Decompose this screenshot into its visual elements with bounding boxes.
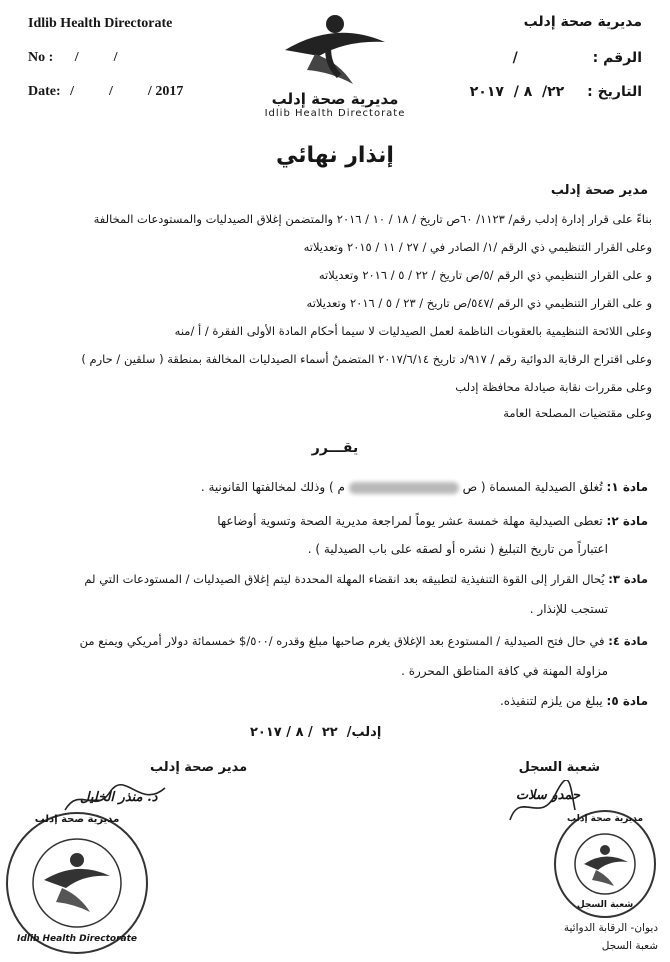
article-4-line-1: في حال فتح الصيدلية / المستودع بعد الإغلاق يغرم صاحبها مبلغ وقدره /٥٠٠/$ خمسمائة دولار أمريكي ويمنع من bbox=[79, 634, 605, 648]
number-line-ar bbox=[513, 50, 642, 66]
footer-line-2: شعبة السجل bbox=[601, 940, 658, 952]
date-value-ar: ٢٢/ ٨ / ٢٠١٧ bbox=[469, 84, 565, 100]
article-4 bbox=[80, 634, 648, 648]
logo-text-ar: مديرية صحة إدلب bbox=[271, 90, 399, 108]
article-1-text-start: تُغلق الصيدلية المسماة ( ص bbox=[462, 480, 603, 494]
date-line-en bbox=[28, 84, 183, 100]
article-4-line-2: مزاولة المهنة في كافة المناطق المحررة . bbox=[401, 664, 608, 678]
article-5-text: يبلغ من يلزم لتنفيذه. bbox=[499, 694, 603, 708]
logo-text-en: Idlib Health Directorate bbox=[264, 108, 406, 119]
number-value-ar: / bbox=[512, 50, 518, 66]
article-3-line-2: تستجب للإنذار . bbox=[529, 602, 608, 616]
addressee: مدير صحة إدلب bbox=[550, 183, 648, 198]
logo-figure-icon bbox=[255, 10, 415, 90]
number-label-ar: الرقم : bbox=[592, 50, 642, 66]
date-label-ar: التاريخ : bbox=[587, 84, 642, 100]
right-stamp-text-bottom: شعبة السجل bbox=[576, 900, 634, 910]
article-3 bbox=[84, 572, 648, 586]
redacted-pharmacy-name bbox=[349, 482, 459, 494]
date-line-ar bbox=[470, 84, 642, 100]
number-label-en: No : bbox=[28, 50, 54, 65]
date-value-en: / / / 2017 bbox=[70, 84, 184, 99]
article-2-line-2: اعتباراً من تاريخ التبليغ ( نشره أو لصقه على باب الصيدلية ) . bbox=[307, 542, 608, 556]
left-stamp-text-en: Idlib Health Directorate bbox=[16, 934, 137, 944]
decides-heading: يقـــرر bbox=[311, 440, 359, 456]
registry-section-title: شعبة السجل bbox=[518, 760, 600, 775]
article-2 bbox=[217, 514, 648, 528]
preamble-line-2: وعلى القرار التنظيمي ذي الرقم /١/ الصادر في / ٢٧ / ١١ / ٢٠١٥ وتعديلاته bbox=[303, 240, 652, 254]
preamble-line-1: بناءً على قرار إدارة إدلب رقم/ ١١٢٣/ ٦٠ص تاريخ / ١٨ / ١٠ / ٢٠١٦ والمتضمن إغلاق الصيدليات والمستودعات المخالفة bbox=[93, 212, 652, 226]
article-3-line-1: يُحال القرار إلى القوة التنفيذية لتطبيقه بعد انقضاء المهلة المحددة ليتم إغلاق الصيدليات / المستودعات التي لم bbox=[84, 572, 605, 586]
director-signature-name: د. منذر الخليل bbox=[80, 790, 158, 805]
preamble-line-8: وعلى مقتضيات المصلحة العامة bbox=[503, 406, 652, 420]
preamble-line-6: وعلى اقتراح الرقابة الدوائية رقم / ٩١٧/د تاريخ ٢٠١٧/٦/١٤ المتضمنُ أسماء الصيدليات المخالفة بمنطقة ( سلقين / حارم ) bbox=[81, 352, 652, 366]
number-value-en: / / bbox=[74, 50, 118, 65]
right-stamp-text-top: مديرية صحة إدلب bbox=[566, 814, 644, 824]
left-stamp-text-ar: مديرية صحة إدلب bbox=[34, 814, 120, 825]
article-3-label: مادة ٣: bbox=[608, 572, 648, 586]
preamble-line-4: و على القرار التنظيمي ذي الرقم /٥٤٧/ص تاريخ / ٢٣ / ٥ / ٢٠١٦ وتعديلاته bbox=[306, 296, 652, 310]
article-2-label: مادة ٢: bbox=[606, 514, 648, 528]
place-date: إدلب/ ٢٢ / ٨ / ٢٠١٧ bbox=[250, 725, 382, 740]
number-line-en bbox=[28, 50, 118, 66]
preamble-line-5: وعلى اللائحة التنظيمية بالعقوبات الناظمة لعمل الصيدليات لا سيما أحكام المادة الأولى الفقرة / أ /منه bbox=[174, 324, 652, 338]
article-2-line-1: تعطى الصيدلية مهلة خمسة عشر يوماً لمراجعة مديرية الصحة وتسوية أوضاعها bbox=[217, 514, 603, 528]
article-1-text-end: م ) وذلك لمخالفتها القانونية . bbox=[200, 480, 345, 494]
left-official-stamp bbox=[2, 808, 152, 958]
page-title: إنذار نهائي bbox=[276, 143, 394, 168]
registry-signature-name: حمدو سلات bbox=[515, 788, 580, 803]
director-title: مدير صحة إدلب bbox=[150, 760, 248, 775]
footer-line-1: ديوان- الرقابة الدوائية bbox=[563, 922, 658, 934]
org-name-ar: مديرية صحة إدلب bbox=[523, 14, 642, 30]
right-official-stamp bbox=[552, 808, 658, 920]
directorate-logo bbox=[255, 10, 415, 125]
article-1-label: مادة ١: bbox=[606, 480, 648, 494]
preamble-line-7: وعلى مقررات نقابة صيادلة محافظة إدلب bbox=[455, 380, 652, 394]
article-4-label: مادة ٤: bbox=[608, 634, 648, 648]
org-name-en: Idlib Health Directorate bbox=[28, 16, 173, 31]
article-1 bbox=[201, 480, 648, 494]
article-5 bbox=[500, 694, 648, 708]
preamble-line-3: و على القرار التنظيمي ذي الرقم /٥/ص تاريخ / ٢٢ / ٥ / ٢٠١٦ وتعديلاته bbox=[318, 268, 652, 282]
article-5-label: مادة ٥: bbox=[606, 694, 648, 708]
date-label-en: Date: bbox=[28, 84, 61, 99]
